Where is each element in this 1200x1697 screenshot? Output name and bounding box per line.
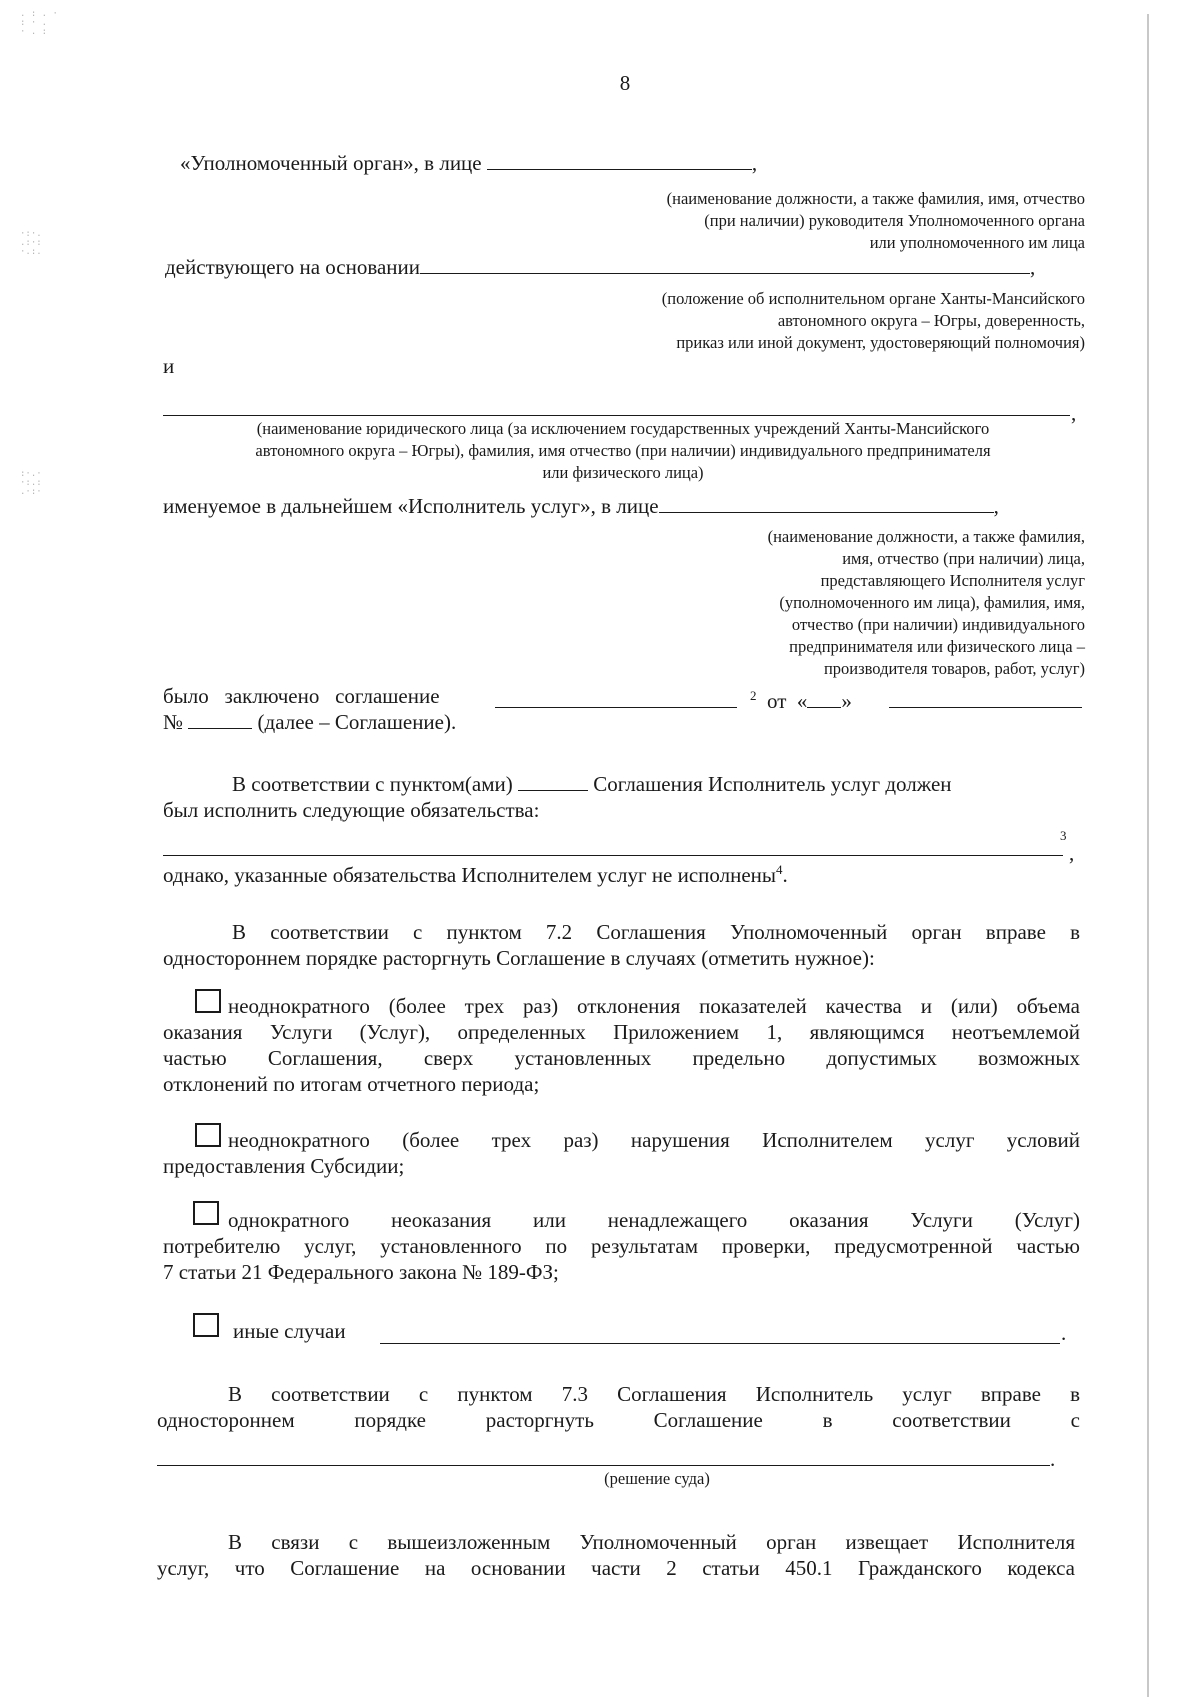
closing-line-1: В связи с вышеизложенным Уполномоченный орган извещает Исполнителя bbox=[228, 1530, 1075, 1554]
agreement-date-blank[interactable] bbox=[889, 707, 1082, 708]
court-decision-blank[interactable] bbox=[157, 1465, 1050, 1466]
basis-line: действующего на основании , bbox=[165, 255, 1036, 279]
clause-72-line-1: В соответствии с пунктом 7.2 Соглашения Уполномоченный орган вправе в bbox=[232, 920, 1080, 944]
scan-artifact: . : . · : · . · . : bbox=[20, 9, 58, 37]
agreement-line: было заключено соглашение bbox=[163, 684, 440, 708]
period: . bbox=[1050, 1447, 1056, 1471]
comma: , bbox=[1069, 841, 1075, 865]
scan-artifact: ·:·. .:·: ·.:. bbox=[20, 229, 42, 257]
option-checkbox-1[interactable] bbox=[195, 989, 221, 1013]
obligations-blank[interactable] bbox=[163, 855, 1063, 856]
option-4-label: иные случаи bbox=[233, 1319, 346, 1343]
clause-72-line-2: одностороннем порядке расторгнуть Соглашение в случаях (отметить нужное): bbox=[163, 946, 875, 970]
executor-line: именуемое в дальнейшем «Исполнитель услуг», в лице , bbox=[163, 494, 999, 518]
agreement-date-part: $^2$ от « » bbox=[750, 688, 852, 713]
conjunction-and: и bbox=[163, 354, 175, 378]
basis-note: (положение об исполнительном органе Ханты-Мансийского автономного округа – Югры, доверенность, приказ или иной документ, удостоверяющий полномочия) bbox=[661, 289, 1085, 352]
option-checkbox-4[interactable] bbox=[193, 1313, 219, 1337]
authority-note: (наименование должности, а также фамилия, имя, отчество (при наличии) руководителя Уполномоченного органа или уполномоченного им лица bbox=[666, 189, 1085, 252]
scan-edge-line bbox=[1147, 14, 1149, 1697]
page-number: 8 bbox=[619, 71, 631, 95]
closing-line-2: услуг, что Соглашение на основании части 2 статьи 450.1 Гражданского кодекса bbox=[157, 1556, 1075, 1580]
agreement-number-line: № (далее – Соглашение). bbox=[163, 710, 457, 734]
option-3-line-2: потребителю услуг, установленного по результатам проверки, предусмотренной частью bbox=[163, 1234, 1080, 1258]
option-3-line-1: однократного неоказания или ненадлежащего оказания Услуги (Услуг) bbox=[228, 1208, 1080, 1232]
executor-note: (наименование должности, а также фамилия, имя, отчество (при наличии) лица, представляющего Исполнителя услуг (уполномоченного им лица), фамилия, имя, отчество (при наличии) индивидуального предпринимателя или физического лица – производителя товаров, работ, услуг) bbox=[767, 527, 1085, 678]
executor-representative-blank[interactable] bbox=[659, 494, 994, 513]
option-1-line-3: частью Соглашения, сверх установленных предельно допустимых возможных bbox=[163, 1046, 1080, 1070]
period: . bbox=[1061, 1321, 1067, 1345]
option-1-line-4: отклонений по итогам отчетного периода; bbox=[163, 1072, 540, 1096]
basis-document-blank[interactable] bbox=[420, 255, 1030, 274]
agreement-title-blank[interactable] bbox=[495, 707, 737, 708]
option-1-line-1: неоднократного (более трех раз) отклонения показателей качества и (или) объема bbox=[228, 994, 1080, 1018]
authority-representative-blank[interactable] bbox=[487, 151, 752, 170]
obligations-line-1: В соответствии с пунктом(ами) Соглашения Исполнитель услуг должен bbox=[232, 772, 952, 796]
option-checkbox-2[interactable] bbox=[195, 1123, 221, 1147]
footnote-3: 3 bbox=[1060, 828, 1067, 843]
option-1-line-2: оказания Услуги (Услуг), определенных Приложением 1, являющимся неотъемлемой bbox=[163, 1020, 1080, 1044]
entity-note: (наименование юридического лица (за исключением государственных учреждений Ханты-Мансийского автономного округа – Югры), фамилия, имя отчество (при наличии) индивидуального предпринимателя или физического лица) bbox=[255, 419, 991, 482]
agreement-number-blank[interactable] bbox=[188, 710, 252, 729]
clause-73-line-2: одностороннем порядке расторгнуть Соглашение в соответствии с bbox=[157, 1408, 1080, 1432]
other-cases-blank[interactable] bbox=[380, 1343, 1060, 1344]
clause-73-line-1: В соответствии с пунктом 7.3 Соглашения Исполнитель услуг вправе в bbox=[228, 1382, 1080, 1406]
option-2-line-2: предоставления Субсидии; bbox=[163, 1154, 405, 1178]
agreement-day-blank[interactable] bbox=[807, 689, 841, 708]
court-decision-note: (решение суда) bbox=[604, 1469, 710, 1488]
entity-name-blank[interactable] bbox=[163, 415, 1070, 416]
obligations-not-fulfilled: однако, указанные обязательства Исполнителем услуг не исполнены$^4$. bbox=[163, 862, 788, 887]
option-2-line-1: неоднократного (более трех раз) нарушения Исполнителем услуг условий bbox=[228, 1128, 1080, 1152]
authority-line: «Уполномоченный орган», в лице , bbox=[180, 151, 758, 175]
comma: , bbox=[1071, 401, 1077, 425]
obligations-line-2: был исполнить следующие обязательства: bbox=[163, 798, 540, 822]
scan-artifact: :·.· ·:.: .·:· bbox=[20, 469, 42, 497]
obligations-clause-blank[interactable] bbox=[518, 772, 588, 791]
option-3-line-3: 7 статьи 21 Федерального закона № 189-ФЗ; bbox=[163, 1260, 559, 1284]
option-checkbox-3[interactable] bbox=[193, 1201, 219, 1225]
